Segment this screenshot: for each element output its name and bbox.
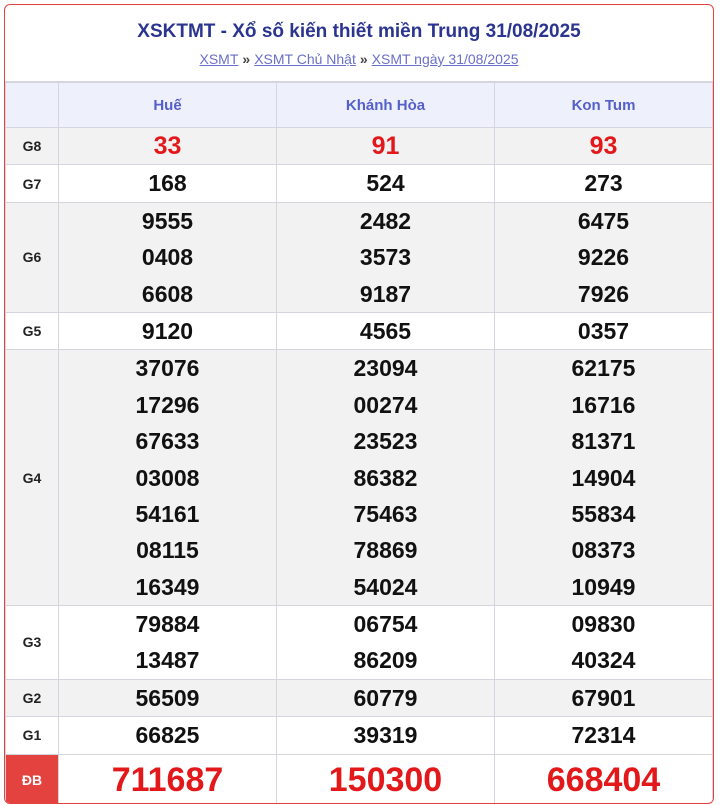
prize-number: 6608	[141, 280, 194, 307]
prize-number: 79884	[135, 611, 200, 638]
prize-number: 72314	[571, 722, 636, 749]
prize-cell	[59, 754, 277, 804]
special-prize-number: 668404	[546, 760, 661, 799]
prize-cell	[59, 202, 277, 312]
prize-row-db	[6, 754, 713, 804]
prize-number: 40324	[571, 647, 636, 674]
prize-number: 23523	[353, 428, 418, 455]
province-header: Kon Tum	[495, 83, 713, 128]
prize-number: 23094	[353, 355, 418, 382]
prize-label: G1	[6, 717, 59, 754]
prize-number: 75463	[353, 500, 418, 527]
prize-cell	[495, 717, 713, 754]
prize-number: 6475	[577, 207, 630, 234]
prize-number: 39319	[353, 722, 418, 749]
prize-number: 9555	[141, 207, 194, 234]
prize-cell	[277, 717, 495, 754]
prize-number: 55834	[571, 500, 636, 527]
province-header: Khánh Hòa	[277, 83, 495, 128]
prize-number: 3573	[359, 244, 412, 271]
prize-number: 9120	[141, 317, 194, 344]
prize-number: 67901	[571, 684, 636, 711]
prize-cell	[495, 754, 713, 804]
prize-cell	[495, 165, 713, 202]
prize-cell	[495, 128, 713, 165]
prize-number: 524	[366, 170, 405, 197]
prize-row-g4	[6, 350, 713, 606]
prize-cell	[59, 165, 277, 202]
prize-cell	[495, 606, 713, 680]
prize-number: 62175	[571, 355, 636, 382]
prize-cell	[59, 717, 277, 754]
prize-number: 60779	[353, 684, 418, 711]
prize-number: 9226	[577, 244, 630, 271]
corner-cell	[6, 83, 59, 128]
prize-number: 168	[148, 170, 187, 197]
prize-number: 9187	[359, 280, 412, 307]
prize-cell	[495, 312, 713, 349]
prize-number: 91	[371, 132, 400, 160]
results-header	[5, 5, 713, 82]
breadcrumb-link-weekday[interactable]: XSMT Chủ Nhật	[254, 51, 356, 67]
prize-number: 4565	[359, 317, 412, 344]
province-header: Huế	[59, 83, 277, 128]
prize-number: 2482	[359, 207, 412, 234]
prize-row-g6	[6, 202, 713, 312]
breadcrumb-link-xsmt[interactable]: XSMT	[199, 51, 239, 67]
prize-number: 37076	[135, 355, 200, 382]
breadcrumb-link-date[interactable]: XSMT ngày 31/08/2025	[371, 51, 519, 67]
prize-cell	[277, 312, 495, 349]
prize-number: 86209	[353, 647, 418, 674]
prize-cell	[277, 606, 495, 680]
prize-number: 17296	[135, 391, 200, 418]
prize-cell	[495, 202, 713, 312]
breadcrumb-separator: »	[242, 51, 251, 67]
special-prize-number: 150300	[328, 760, 443, 799]
prize-cell	[59, 606, 277, 680]
prize-number: 81371	[571, 428, 636, 455]
prize-cell	[277, 350, 495, 606]
prize-number: 86382	[353, 464, 418, 491]
prize-label: G4	[6, 350, 59, 606]
prize-number: 10949	[571, 573, 636, 600]
prize-number: 67633	[135, 428, 200, 455]
prize-number: 33	[153, 132, 182, 160]
prize-number: 16349	[135, 573, 200, 600]
prize-number: 54161	[135, 500, 200, 527]
prize-cell	[59, 679, 277, 716]
prize-number: 16716	[571, 391, 636, 418]
prize-number: 03008	[135, 464, 200, 491]
prize-label: G5	[6, 312, 59, 349]
prize-cell	[59, 128, 277, 165]
prize-cell	[277, 679, 495, 716]
prize-number: 06754	[353, 611, 418, 638]
page-title: XSKTMT - Xổ số kiến thiết miền Trung 31/08/2025	[137, 21, 581, 42]
prize-cell	[495, 679, 713, 716]
prize-cell	[277, 128, 495, 165]
prize-number: 0357	[577, 317, 630, 344]
prize-label: G2	[6, 679, 59, 716]
prize-number: 08115	[136, 537, 199, 564]
prize-cell	[495, 350, 713, 606]
prize-number: 78869	[353, 537, 418, 564]
prize-number: 09830	[571, 611, 636, 638]
prize-cell	[59, 350, 277, 606]
prize-number: 7926	[577, 280, 630, 307]
prize-number: 08373	[571, 537, 636, 564]
prize-number: 54024	[353, 573, 418, 600]
prize-label: ĐB	[6, 754, 59, 804]
prize-row-g7	[6, 165, 713, 202]
prize-row-g2	[6, 679, 713, 716]
prize-number: 13487	[135, 647, 200, 674]
prize-number: 0408	[141, 244, 194, 271]
prize-cell	[59, 312, 277, 349]
special-prize-number: 711687	[111, 760, 224, 799]
prize-number: 00274	[353, 391, 418, 418]
prize-row-g3	[6, 606, 713, 680]
prize-cell	[277, 165, 495, 202]
results-table	[5, 82, 713, 804]
prize-label: G6	[6, 202, 59, 312]
prize-number: 14904	[571, 464, 636, 491]
prize-number: 56509	[135, 684, 200, 711]
prize-row-g8	[6, 128, 713, 165]
results-panel	[4, 4, 714, 804]
province-header-row	[6, 83, 713, 128]
prize-cell	[277, 202, 495, 312]
prize-number: 93	[589, 132, 618, 160]
prize-number: 273	[584, 170, 623, 197]
prize-number: 66825	[135, 722, 200, 749]
prize-row-g1	[6, 717, 713, 754]
breadcrumb	[5, 51, 713, 67]
prize-cell	[277, 754, 495, 804]
breadcrumb-separator: »	[359, 51, 368, 67]
prize-label: G8	[6, 128, 59, 165]
prize-label: G7	[6, 165, 59, 202]
prize-row-g5	[6, 312, 713, 349]
prize-label: G3	[6, 606, 59, 680]
